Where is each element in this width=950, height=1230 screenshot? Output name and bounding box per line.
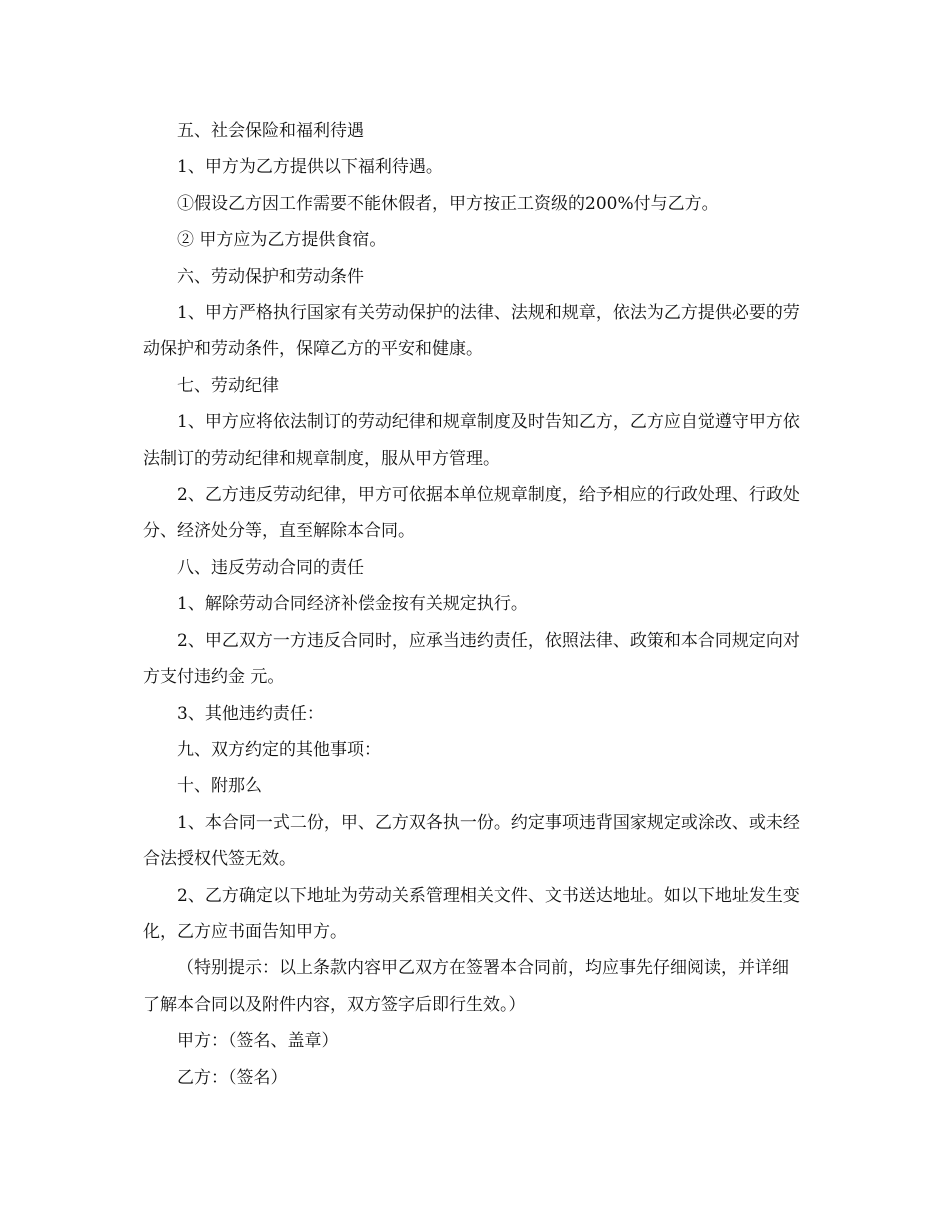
- clause-8-2: 2、甲乙双方一方违反合同时，应承当违约责任，依照法律、政策和本合同规定向对方支付违约金 元。: [143, 630, 800, 688]
- section-heading-5: 五、社会保险和福利待遇: [177, 121, 364, 141]
- section-heading-6: 六、劳动保护和劳动条件: [177, 266, 364, 287]
- clause-6-1: 1、甲方严格执行国家有关劳动保护的法律、法规和规章，依法为乙方提供必要的劳动保护和劳动条件，保障乙方的平安和健康。: [143, 303, 800, 360]
- party-a-signature-line: 甲方：（签名、盖章）: [177, 1031, 339, 1052]
- clause-7-2: 2、乙方违反劳动纪律，甲方可依据本单位规章制度，给予相应的行政处理、行政处分、经济处分等，直至解除本合同。: [143, 485, 800, 542]
- section-heading-9: 九、双方约定的其他事项：: [177, 739, 381, 760]
- section-heading-7: 七、劳动纪律: [177, 375, 279, 396]
- clause-10-2: 2、乙方确定以下地址为劳动关系管理相关文件、文书送达地址。如以下地址发生变化，乙方应书面告知甲方。: [143, 885, 800, 942]
- clause-5-1: 1、甲方为乙方提供以下福利待遇。: [177, 157, 443, 178]
- clause-5-1-b: ② 甲方应为乙方提供食宿。: [177, 230, 387, 251]
- clause-7-1: 1、甲方应将依法制订的劳动纪律和规章制度及时告知乙方，乙方应自觉遵守甲方依法制订的劳动纪律和规章制度，服从甲方管理。: [143, 412, 800, 469]
- section-heading-10: 十、附那么: [177, 776, 262, 797]
- clause-10-1: 1、本合同一式二份，甲、乙方双各执一份。约定事项违背国家规定或涂改、或未经合法授权代签无效。: [143, 812, 800, 870]
- section-heading-8: 八、违反劳动合同的责任: [177, 557, 364, 578]
- party-b-signature-line: 乙方：（签名）: [177, 1067, 288, 1088]
- document-body: [143, 113, 805, 1096]
- special-notice: （特别提示：以上条款内容甲乙双方在签署本合同前，均应事先仔细阅读，并详细了解本合同以及附件内容，双方签字后即行生效。）: [143, 958, 789, 1015]
- clause-8-3: 3、其他违约责任：: [177, 703, 324, 724]
- clause-5-1-a: ①假设乙方因工作需要不能休假者，甲方按正工资级的200%付与乙方。: [177, 193, 719, 214]
- clause-8-1: 1、解除劳动合同经济补偿金按有关规定执行。: [177, 594, 528, 615]
